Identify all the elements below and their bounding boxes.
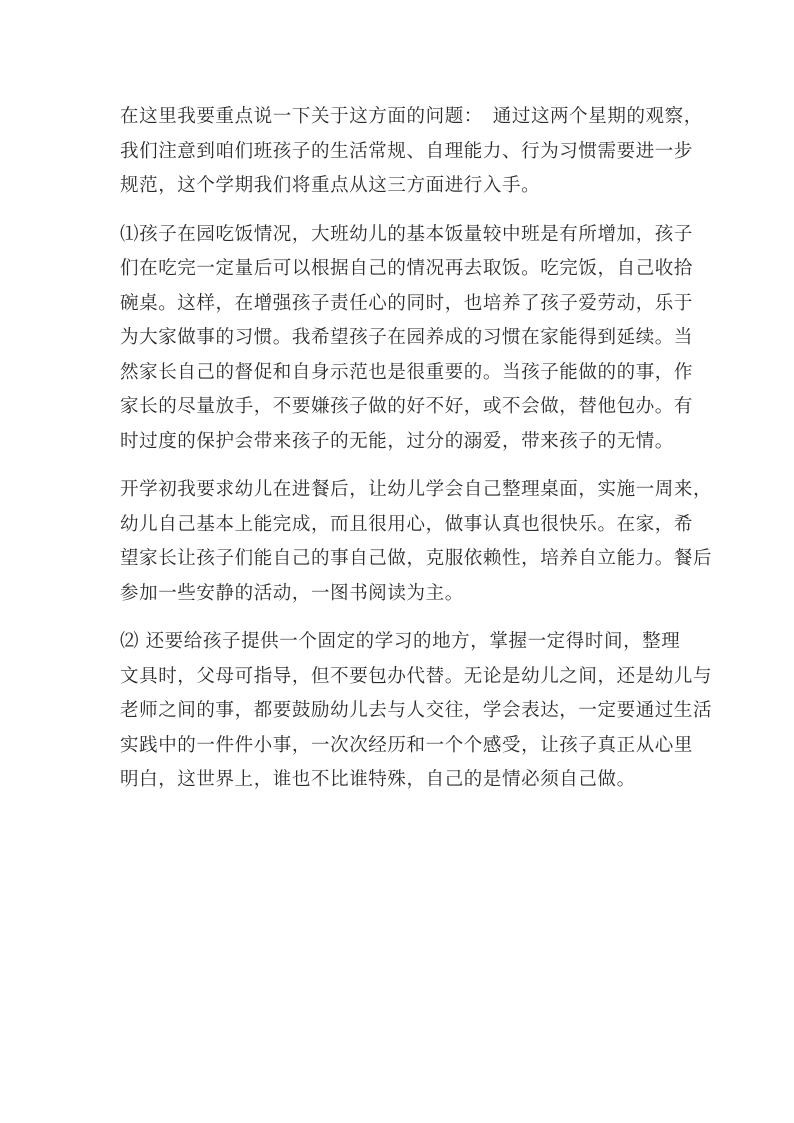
paragraph-point-1 [120,218,694,460]
document-body [120,100,713,812]
text-line: 望家长让孩子们能自己的事自己做，克服依赖性，培养自立能力。餐后 [120,548,713,569]
text-line: 规范，这个学期我们将重点从这三方面进行入手。 [120,175,541,196]
text-line: 开学初我要求幼儿在进餐后，让幼儿学会自己整理桌面，实施一周来， [120,479,713,500]
text-line: 家长的尽量放手，不要嫌孩子做的好不好，或不会做，替他包办。有 [120,396,694,417]
text-line: 我们注意到咱们班孩子的生活常规、自理能力、行为习惯需要进一步 [120,140,694,162]
text-line: ⑴孩子在园吃饭情况，大班幼儿的基本饭量较中班是有所增加，孩子 [120,223,694,245]
paragraph-point-2 [120,625,713,798]
text-line: 们在吃完一定量后可以根据自己的情况再去取饭。吃完饭，自己收拾 [120,258,694,279]
text-line: 时过度的保护会带来孩子的无能，过分的溺爱，带来孩子的无情。 [120,430,674,452]
paragraph-mealtime [120,473,713,611]
text-line: 实践中的一件件小事，一次次经历和一个个感受，让孩子真正从心里 [120,734,694,756]
text-line: 幼儿自己基本上能完成，而且很用心，做事认真也很快乐。在家，希 [120,513,694,535]
text-line: 老师之间的事，都要鼓励幼儿去与人交往，学会表达，一定要通过生活 [120,700,713,721]
text-line: 参加一些安静的活动，一图书阅读为主。 [120,582,464,604]
text-line: ⑵ 还要给孩子提供一个固定的学习的地方，掌握一定得时间，整理 [120,631,681,652]
paragraph-intro [120,100,703,204]
text-line: 为大家做事的习惯。我希望孩子在园养成的习惯在家能得到延续。当 [120,327,694,348]
text-line: 明白，这世界上，谁也不比谁特殊，自己的是情必须自己做。 [120,769,636,790]
text-line: 碗桌。这样，在增强孩子责任心的同时，也培养了孩子爱劳动，乐于 [120,292,694,314]
text-line: 然家长自己的督促和自身示范也是很重要的。当孩子能做的的事，作 [120,361,694,383]
text-line: 文具时，父母可指导，但不要包办代替。无论是幼儿之间，还是幼儿与 [120,665,713,687]
text-line: 在这里我要重点说一下关于这方面的问题： 通过这两个星期的观察， [120,106,703,127]
